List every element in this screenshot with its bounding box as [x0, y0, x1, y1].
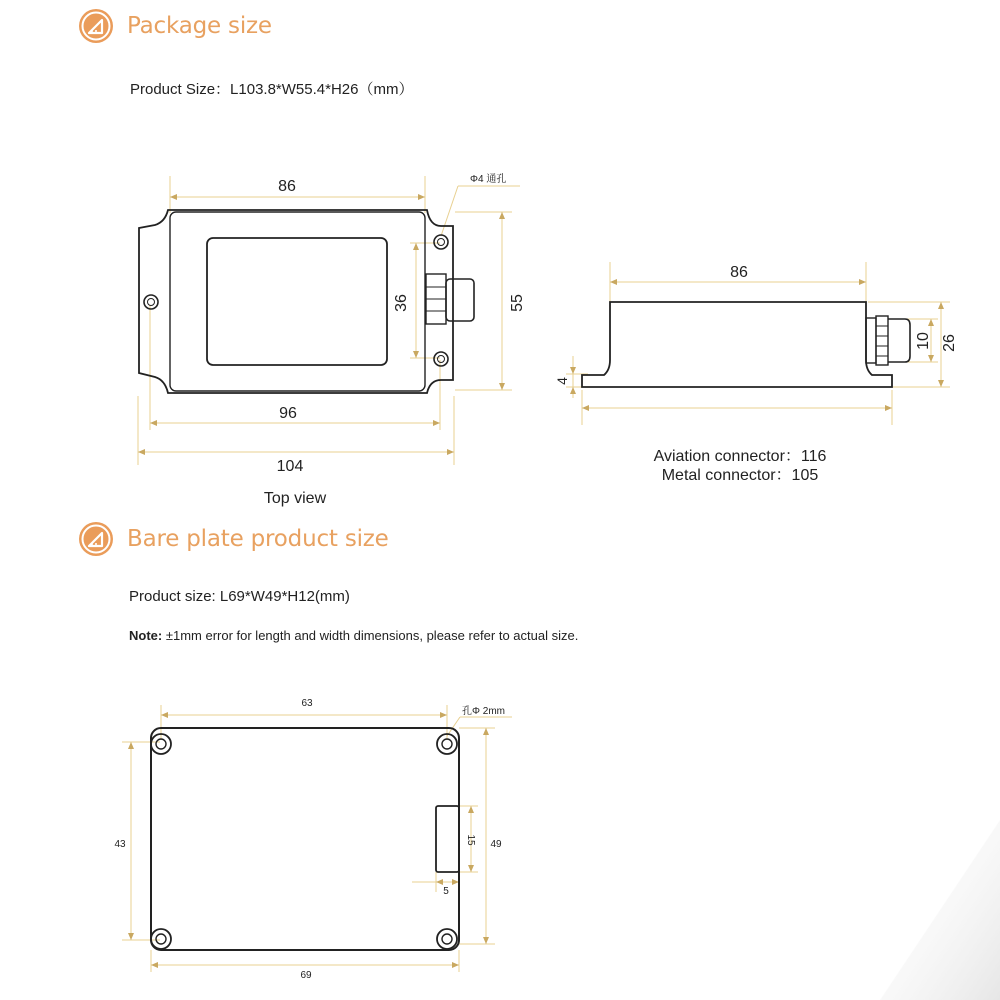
aviation-connector-length: Aviation connector：116: [653, 448, 827, 465]
bare-product-size: Product size: L69*W49*H12(mm): [129, 588, 350, 605]
dim-49: 49: [490, 839, 502, 850]
hole-label: Φ4 通孔: [470, 174, 507, 185]
dim-10: 10: [915, 332, 932, 350]
dim-86-side: 86: [730, 264, 748, 281]
dim-36: 36: [393, 294, 410, 312]
dim-69: 69: [300, 970, 312, 981]
dim-86-top: 86: [278, 178, 296, 195]
top-view-caption: Top view: [263, 490, 327, 507]
note-text: ±1mm error for length and width dimensions, please refer to actual size.: [162, 628, 579, 643]
dim-5: 5: [443, 886, 449, 897]
dim-43: 43: [114, 839, 126, 850]
dim-15: 15: [465, 834, 476, 846]
package-product-size: Product Size：L103.8*W55.4*H26（mm）: [130, 81, 414, 98]
bare-hole-label: 孔Φ 2mm: [462, 706, 505, 717]
dim-63: 63: [301, 698, 313, 709]
dim-104: 104: [276, 458, 304, 475]
note-label: Note:: [129, 628, 163, 643]
section-title-package: Package size: [127, 13, 272, 39]
dim-55: 55: [509, 294, 526, 312]
dim-4: 4: [554, 377, 570, 385]
section-title-bare: Bare plate product size: [127, 526, 389, 552]
dim-96: 96: [279, 405, 297, 422]
dim-26: 26: [941, 334, 958, 352]
metal-connector-length: Metal connector：105: [661, 467, 819, 484]
